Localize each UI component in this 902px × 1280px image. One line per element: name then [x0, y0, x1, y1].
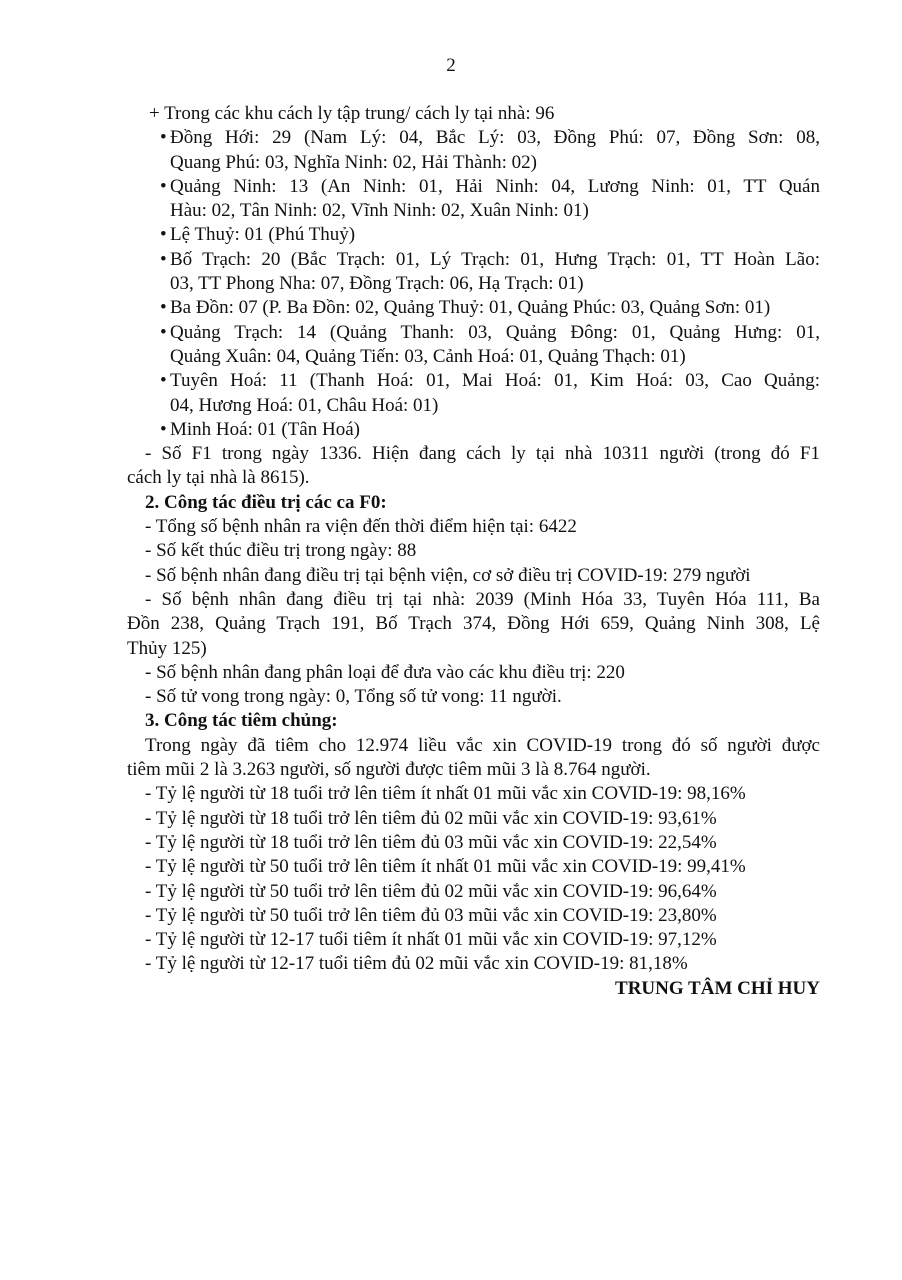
- quarantine-total-line: + Trong các khu cách ly tập trung/ cách ly tại nhà: 96: [149, 103, 555, 124]
- vaccination-rate-item: - Tỷ lệ người từ 18 tuổi trở lên tiêm đủ 02 mũi vắc xin COVID-19: 93,61%: [145, 807, 717, 829]
- vaccination-rate-item: - Tỷ lệ người từ 12-17 tuổi tiêm ít nhất 01 mũi vắc xin COVID-19: 97,12%: [145, 929, 717, 951]
- hospital-treatment: - Số bệnh nhân đang điều trị tại bệnh viện, cơ sở điều trị COVID-19: 279 người: [145, 564, 751, 586]
- section-2-heading: 2. Công tác điều trị các ca F0:: [145, 491, 387, 513]
- vaccination-intro-cont: tiêm mũi 2 là 3.263 người, số người được tiêm mũi 3 là 8.764 người.: [127, 759, 651, 781]
- vaccination-rate-item: - Tỷ lệ người từ 50 tuổi trở lên tiêm ít nhất 01 mũi vắc xin COVID-19: 99,41%: [145, 856, 746, 878]
- discharged-total: - Tổng số bệnh nhân ra viện đến thời điểm hiện tại: 6422: [145, 516, 577, 538]
- district-item: • Minh Hoá: 01 (Tân Hoá): [127, 418, 820, 442]
- bullet-icon: •: [160, 418, 167, 440]
- district-item-cont: Quang Phú: 03, Nghĩa Ninh: 02, Hải Thành: 02): [170, 151, 537, 173]
- vaccination-rate-item: - Tỷ lệ người từ 12-17 tuổi tiêm đủ 02 mũi vắc xin COVID-19: 81,18%: [145, 953, 688, 975]
- vaccination-rate-item: - Tỷ lệ người từ 50 tuổi trở lên tiêm đủ 02 mũi vắc xin COVID-19: 96,64%: [145, 880, 717, 902]
- home-treatment: - Số bệnh nhân đang điều trị tại nhà: 2039 (Minh Hóa 33, Tuyên Hóa 111, Ba: [145, 588, 820, 610]
- vaccination-rate-item: - Tỷ lệ người từ 18 tuổi trở lên tiêm đủ 03 mũi vắc xin COVID-19: 22,54%: [145, 831, 717, 853]
- bullet-icon: •: [160, 127, 167, 149]
- bullet-icon: •: [160, 297, 167, 319]
- page-number: 2: [446, 55, 456, 76]
- district-list: [127, 126, 820, 442]
- f1-line: - Số F1 trong ngày 1336. Hiện đang cách ly tại nhà 10311 người (trong đó F1: [145, 443, 820, 465]
- vaccination-intro: Trong ngày đã tiêm cho 12.974 liều vắc xin COVID-19 trong đó số người được: [145, 734, 820, 756]
- bullet-icon: •: [160, 224, 167, 246]
- vaccination-rate-list: [127, 782, 820, 976]
- document-body: [127, 102, 820, 1001]
- district-item-cont: Hàu: 02, Tân Ninh: 02, Vĩnh Ninh: 02, Xuân Ninh: 01): [170, 200, 589, 222]
- district-item-cont: 04, Hương Hoá: 01, Châu Hoá: 01): [170, 394, 439, 416]
- district-item: • Tuyên Hoá: 11 (Thanh Hoá: 01, Mai Hoá: 01, Kim Hoá: 03, Cao Quảng:: [127, 369, 820, 393]
- vaccination-rate-item: - Tỷ lệ người từ 18 tuổi trở lên tiêm ít nhất 01 mũi vắc xin COVID-19: 98,16%: [145, 783, 746, 805]
- home-treatment-cont: Đồn 238, Quảng Trạch 191, Bố Trạch 374, Đồng Hới 659, Quảng Ninh 308, Lệ: [127, 613, 820, 635]
- treatment-ended-today: - Số kết thúc điều trị trong ngày: 88: [145, 540, 417, 562]
- district-item: • Quảng Trạch: 14 (Quảng Thanh: 03, Quảng Đông: 01, Quảng Hưng: 01,: [127, 321, 820, 345]
- district-item-cont: 03, TT Phong Nha: 07, Đồng Trạch: 06, Hạ Trạch: 01): [170, 273, 584, 295]
- classification-pending: - Số bệnh nhân đang phân loại để đưa vào các khu điều trị: 220: [145, 661, 625, 683]
- district-item: • Ba Đồn: 07 (P. Ba Đồn: 02, Quảng Thuỷ: 01, Quảng Phúc: 03, Quảng Sơn: 01): [127, 296, 820, 320]
- signature-block: TRUNG TÂM CHỈ HUY: [615, 977, 820, 999]
- district-item: • Lệ Thuỷ: 01 (Phú Thuỷ): [127, 223, 820, 247]
- district-item-cont: Quảng Xuân: 04, Quảng Tiến: 03, Cảnh Hoá: 01, Quảng Thạch: 01): [170, 345, 686, 367]
- district-item: • Đồng Hới: 29 (Nam Lý: 04, Bắc Lý: 03, Đồng Phú: 07, Đồng Sơn: 08,: [127, 126, 820, 150]
- vaccination-rate-item: - Tỷ lệ người từ 50 tuổi trở lên tiêm đủ 03 mũi vắc xin COVID-19: 23,80%: [145, 904, 717, 926]
- district-item: • Bố Trạch: 20 (Bắc Trạch: 01, Lý Trạch: 01, Hưng Trạch: 01, TT Hoàn Lão:: [127, 248, 820, 272]
- bullet-icon: •: [160, 370, 167, 392]
- bullet-icon: •: [160, 175, 167, 197]
- bullet-icon: •: [160, 321, 167, 343]
- bullet-icon: •: [160, 248, 167, 270]
- home-treatment-cont: Thủy 125): [127, 637, 207, 659]
- deaths: - Số tử vong trong ngày: 0, Tổng số tử vong: 11 người.: [145, 686, 562, 708]
- section-3-heading: 3. Công tác tiêm chủng:: [145, 710, 338, 732]
- f1-line-cont: cách ly tại nhà là 8615).: [127, 467, 310, 489]
- district-item: • Quảng Ninh: 13 (An Ninh: 01, Hải Ninh: 04, Lương Ninh: 01, TT Quán: [127, 175, 820, 199]
